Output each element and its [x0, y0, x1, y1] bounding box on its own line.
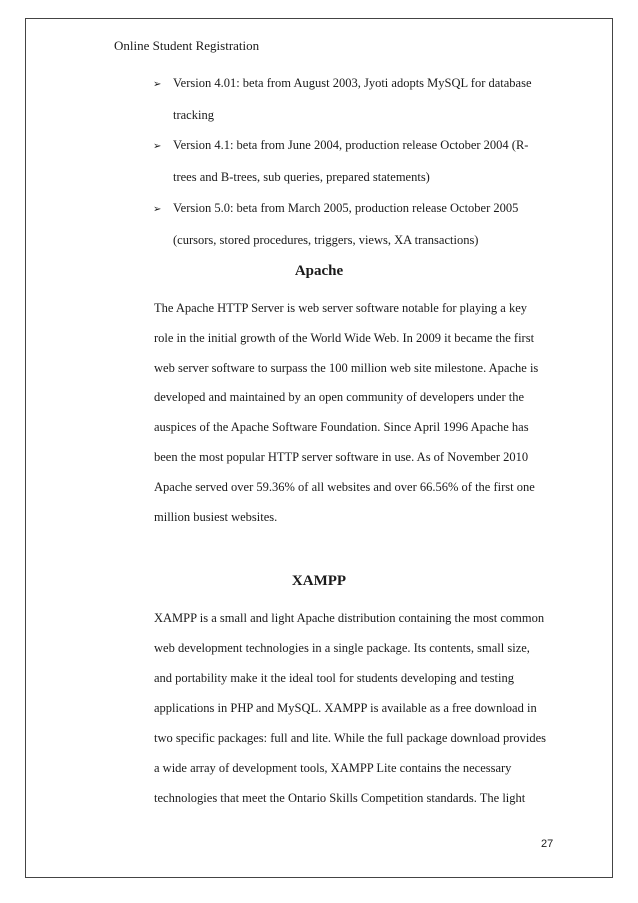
- bullet-text-line: Version 4.01: beta from August 2003, Jyoti adopts MySQL for database: [173, 76, 532, 90]
- paragraph-line: two specific packages: full and lite. While the full package download provides: [154, 731, 547, 745]
- arrow-bullet-icon: ➢: [153, 79, 162, 90]
- paragraph-line: million busiest websites.: [154, 510, 278, 524]
- bullet-text-line: Version 4.1: beta from June 2004, production release October 2004 (R-: [173, 138, 529, 152]
- arrow-bullet-icon: ➢: [153, 204, 162, 215]
- section-heading-apache: Apache: [294, 263, 344, 279]
- paragraph-line: Apache served over 59.36% of all websites and over 66.56% of the first one: [154, 480, 535, 494]
- bullet-text-line: tracking: [173, 108, 214, 122]
- arrow-bullet-icon: ➢: [153, 141, 162, 152]
- paragraph-line: and portability make it the ideal tool for students developing and testing: [154, 671, 514, 685]
- paragraph-line: developed and maintained by an open community of developers under the: [154, 390, 525, 404]
- paragraph-line: technologies that meet the Ontario Skills Competition standards. The light: [154, 791, 526, 805]
- bullet-text-line: Version 5.0: beta from March 2005, production release October 2005: [173, 201, 519, 215]
- paragraph-line: web server software to surpass the 100 million web site milestone. Apache is: [154, 361, 539, 375]
- paragraph-line: web development technologies in a single package. Its contents, small size,: [154, 641, 530, 655]
- paragraph-line: role in the initial growth of the World Wide Web. In 2009 it became the first: [154, 331, 535, 345]
- document-header: Online Student Registration: [114, 38, 260, 53]
- bullet-text-line: (cursors, stored procedures, triggers, views, XA transactions): [173, 233, 479, 247]
- paragraph-line: The Apache HTTP Server is web server software notable for playing a key: [154, 301, 528, 315]
- paragraph-line: auspices of the Apache Software Foundation. Since April 1996 Apache has: [154, 420, 529, 434]
- paragraph-line: a wide array of development tools, XAMPP Lite contains the necessary: [154, 761, 512, 775]
- bullet-text-line: trees and B-trees, sub queries, prepared statements): [173, 170, 430, 184]
- paragraph-line: XAMPP is a small and light Apache distribution containing the most common: [154, 611, 545, 625]
- section-heading-xampp: XAMPP: [291, 573, 347, 589]
- paragraph-line: been the most popular HTTP server software in use. As of November 2010: [154, 450, 529, 464]
- page-number: 27: [541, 838, 554, 850]
- paragraph-line: applications in PHP and MySQL. XAMPP is available as a free download in: [154, 701, 537, 715]
